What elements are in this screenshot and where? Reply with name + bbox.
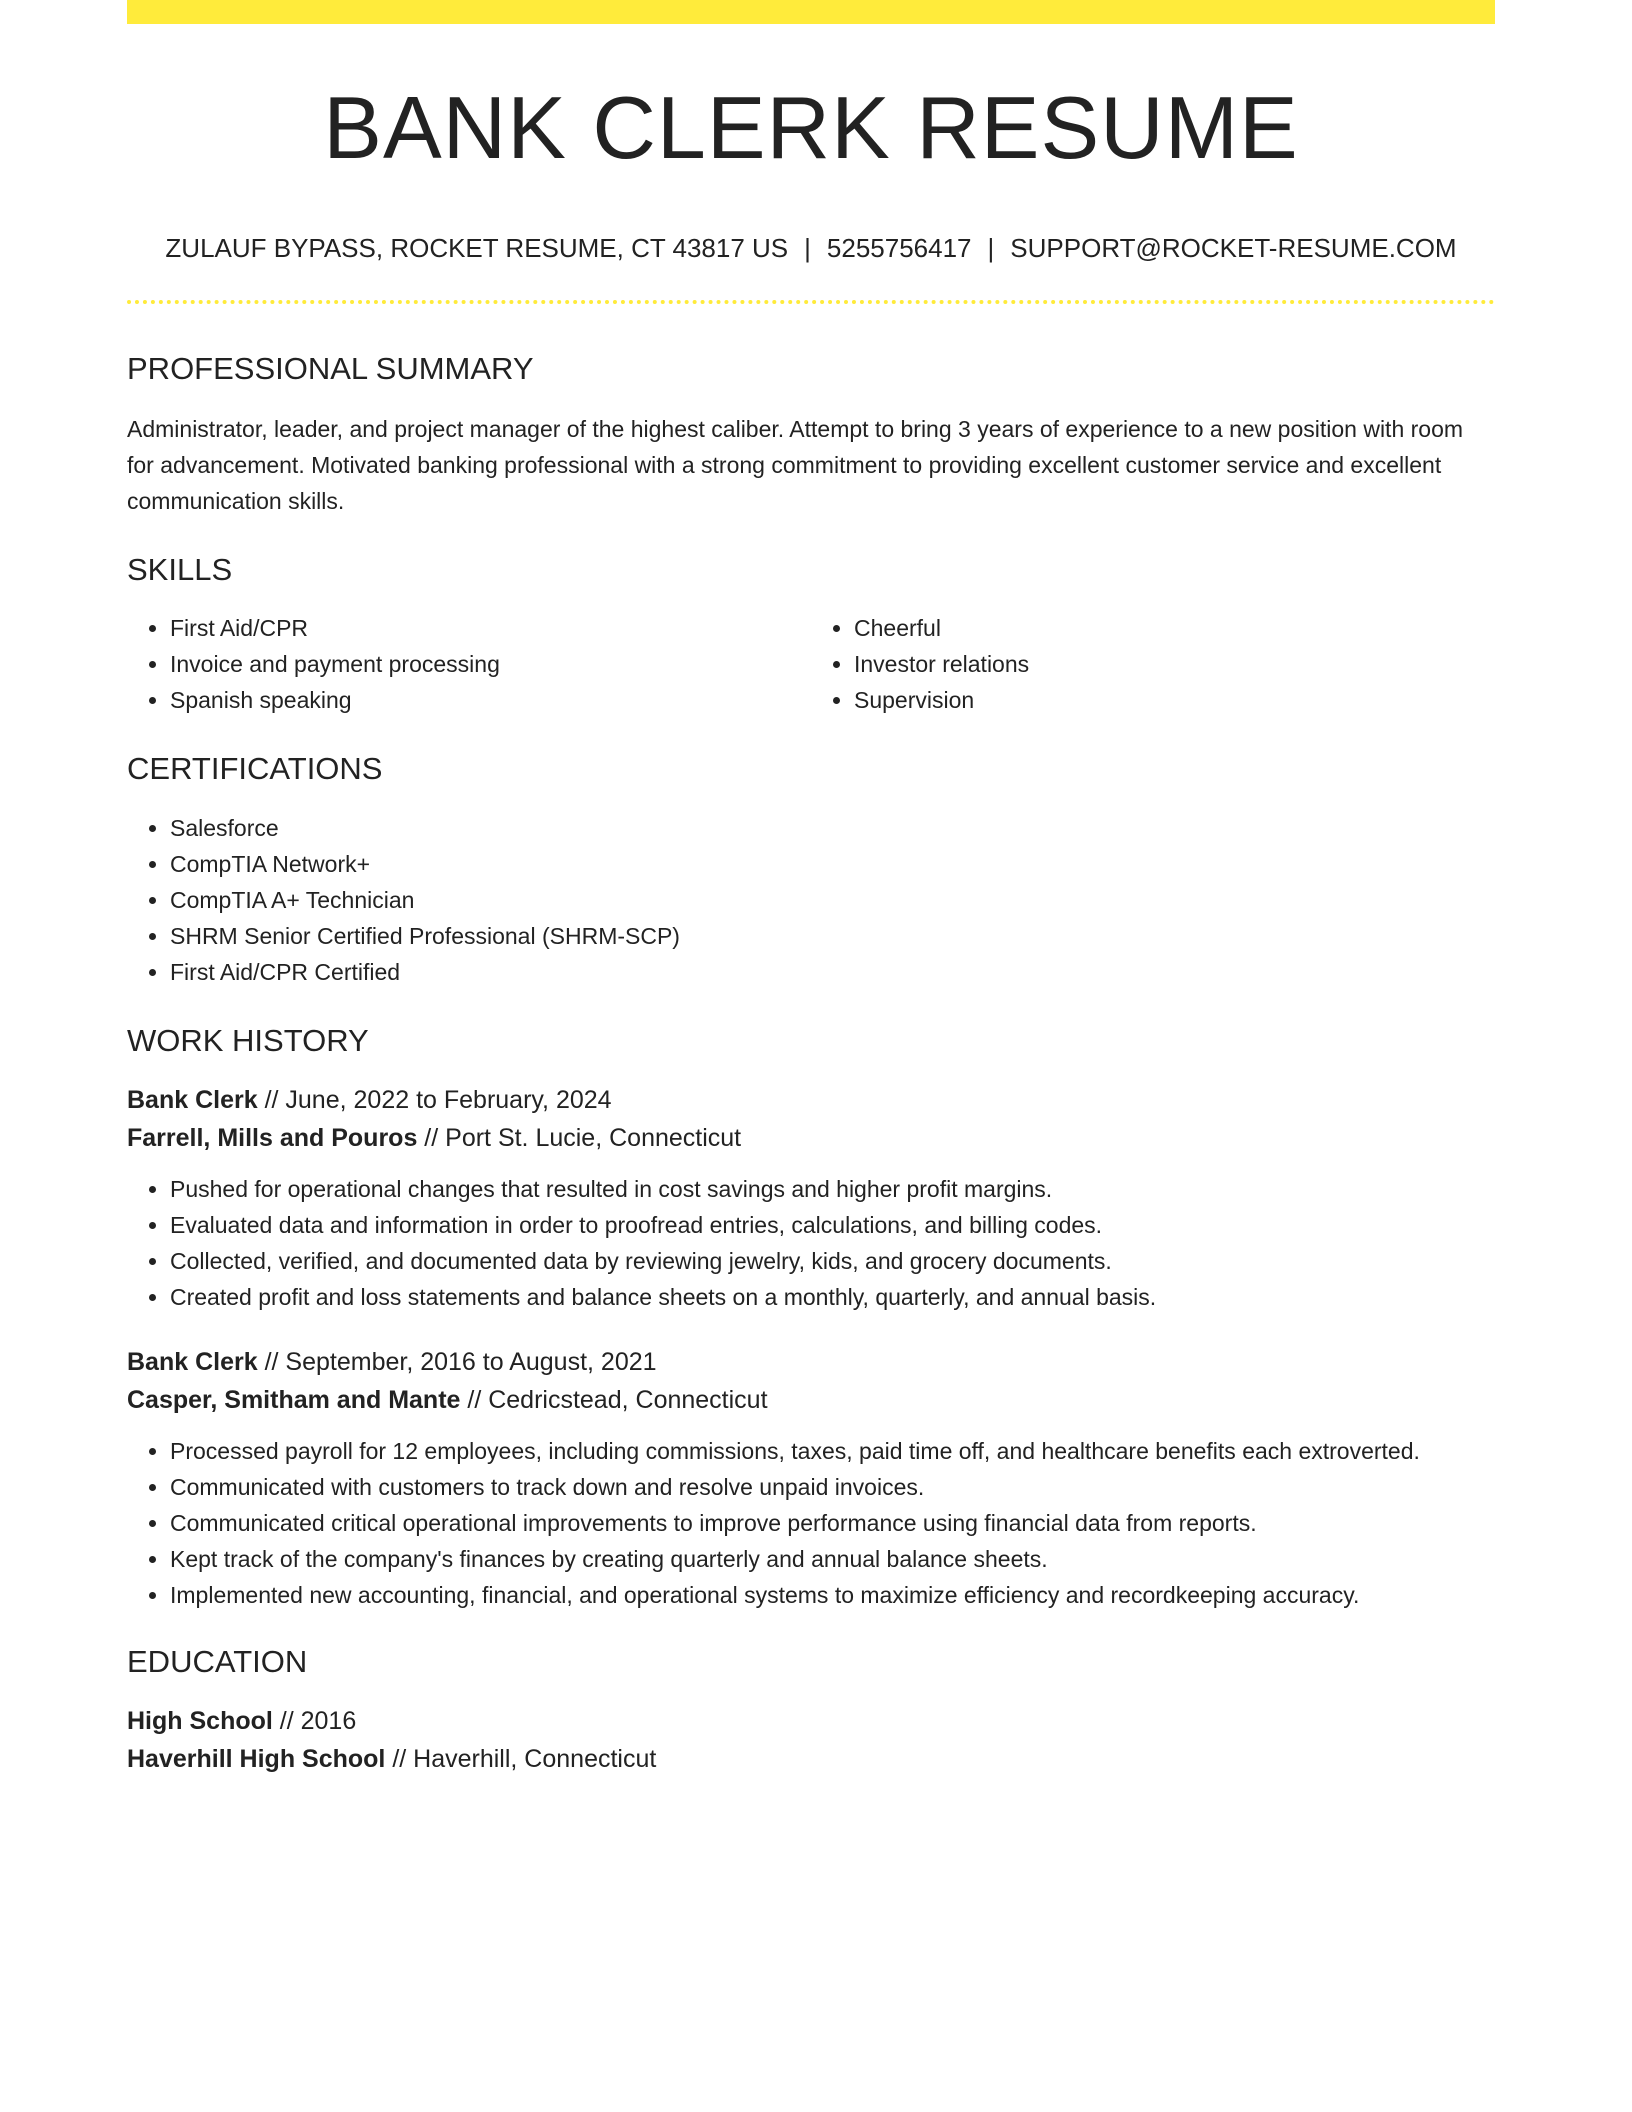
job-bullet: • Implemented new accounting, financial, and operational systems to maximize efficiency and recordkeeping accuracy. bbox=[170, 1577, 1495, 1613]
job-bullets bbox=[127, 1171, 1495, 1315]
skills-heading: SKILLS bbox=[127, 552, 233, 588]
summary-text: Administrator, leader, and project manager of the highest caliber. Attempt to bring 3 years of experience to a new position with room for advancement. Motivated banking professional with a strong commitment to providing excellent customer service and excellent communication skills. bbox=[127, 416, 1464, 515]
skill-item: • Invoice and payment processing bbox=[170, 646, 811, 682]
dotted-divider bbox=[127, 300, 1495, 304]
certification-item: • Salesforce bbox=[170, 810, 1495, 846]
skill-item: • Supervision bbox=[854, 682, 1495, 718]
education-heading: EDUCATION bbox=[127, 1643, 308, 1679]
job-title-line bbox=[127, 1081, 1495, 1119]
contact-separator: | bbox=[804, 232, 811, 263]
job-entry bbox=[127, 1081, 1495, 1315]
certification-item: • CompTIA A+ Technician bbox=[170, 882, 1495, 918]
job-company-line bbox=[127, 1119, 1495, 1157]
skills-column-1 bbox=[127, 610, 811, 718]
education-location: // Haverhill, Connecticut bbox=[385, 1744, 657, 1773]
job-bullet: • Communicated with customers to track down and resolve unpaid invoices. bbox=[170, 1469, 1495, 1505]
education-year: // 2016 bbox=[272, 1706, 357, 1735]
education-entry bbox=[127, 1702, 1495, 1778]
job-title: Bank Clerk bbox=[127, 1085, 258, 1114]
education-degree: High School bbox=[127, 1706, 273, 1735]
skills-column-2 bbox=[811, 610, 1495, 718]
summary-heading: PROFESSIONAL SUMMARY bbox=[127, 350, 534, 386]
job-company-line bbox=[127, 1381, 1495, 1419]
job-bullet: • Communicated critical operational improvements to improve performance using financial data from reports. bbox=[170, 1505, 1495, 1541]
job-bullet: • Kept track of the company's finances by creating quarterly and annual balance sheets. bbox=[170, 1541, 1495, 1577]
skill-item: • Investor relations bbox=[854, 646, 1495, 682]
contact-phone: 5255756417 bbox=[826, 232, 972, 263]
skill-item: • First Aid/CPR bbox=[170, 610, 811, 646]
resume-page bbox=[127, 0, 1495, 1778]
accent-bar bbox=[127, 0, 1495, 24]
job-bullet: • Evaluated data and information in order to proofread entries, calculations, and billing codes. bbox=[170, 1207, 1495, 1243]
job-dates: // June, 2022 to February, 2024 bbox=[257, 1085, 612, 1114]
work-history-heading: WORK HISTORY bbox=[127, 1022, 369, 1058]
job-bullets bbox=[127, 1433, 1495, 1613]
job-title-line bbox=[127, 1343, 1495, 1381]
resume-title: BANK CLERK RESUME bbox=[323, 78, 1299, 177]
education-school-line bbox=[127, 1740, 1495, 1778]
job-company: Casper, Smitham and Mante bbox=[127, 1385, 461, 1414]
skill-item: • Spanish speaking bbox=[170, 682, 811, 718]
skills-grid bbox=[127, 610, 1495, 718]
certifications-heading: CERTIFICATIONS bbox=[127, 751, 383, 787]
certification-item: • SHRM Senior Certified Professional (SHRM-SCP) bbox=[170, 918, 1495, 954]
contact-email: SUPPORT@ROCKET-RESUME.COM bbox=[1010, 232, 1457, 263]
job-company: Farrell, Mills and Pouros bbox=[127, 1123, 418, 1152]
skill-item: • Cheerful bbox=[854, 610, 1495, 646]
certification-item: • CompTIA Network+ bbox=[170, 846, 1495, 882]
job-location: // Port St. Lucie, Connecticut bbox=[417, 1123, 742, 1152]
certification-item: • First Aid/CPR Certified bbox=[170, 954, 1495, 990]
contact-separator: | bbox=[987, 232, 995, 263]
job-bullet: • Created profit and loss statements and balance sheets on a monthly, quarterly, and annual basis. bbox=[170, 1279, 1495, 1315]
job-bullet: • Collected, verified, and documented data by reviewing jewelry, kids, and grocery documents. bbox=[170, 1243, 1495, 1279]
certifications-list bbox=[127, 810, 1495, 990]
education-degree-line bbox=[127, 1702, 1495, 1740]
education-school: Haverhill High School bbox=[127, 1744, 386, 1773]
job-entry bbox=[127, 1343, 1495, 1613]
job-title: Bank Clerk bbox=[127, 1347, 258, 1376]
job-bullet: • Pushed for operational changes that resulted in cost savings and higher profit margins. bbox=[170, 1171, 1495, 1207]
job-bullet: • Processed payroll for 12 employees, including commissions, taxes, paid time off, and healthcare benefits each extroverted. bbox=[170, 1433, 1495, 1469]
job-dates: // September, 2016 to August, 2021 bbox=[257, 1347, 657, 1376]
contact-address: ZULAUF BYPASS, ROCKET RESUME, CT 43817 US bbox=[165, 232, 789, 263]
contact-line bbox=[127, 233, 1495, 264]
job-location: // Cedricstead, Connecticut bbox=[460, 1385, 768, 1414]
